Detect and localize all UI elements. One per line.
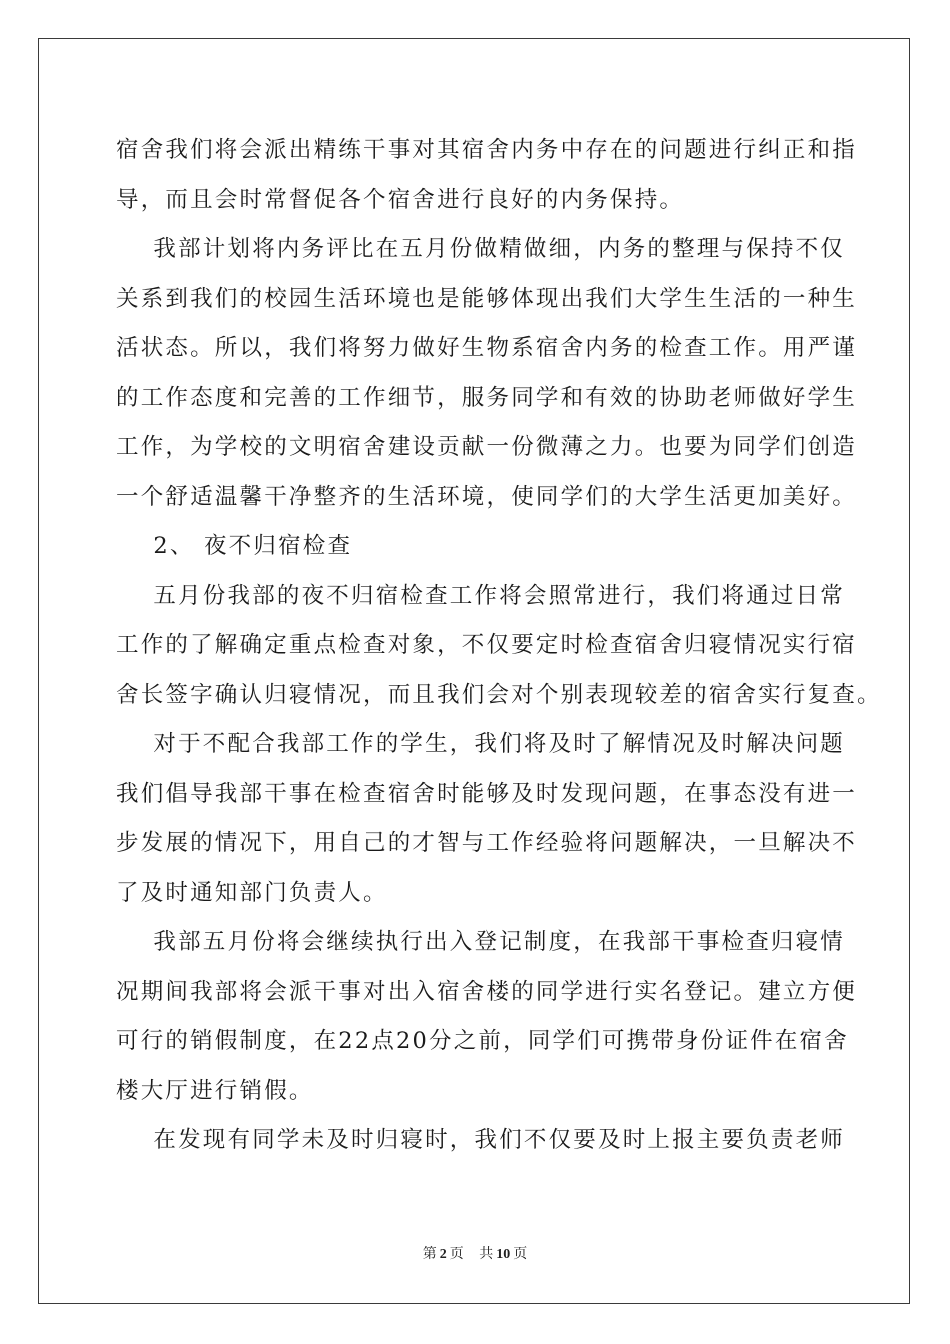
- text-line: 在发现有同学未及时归寝时，我们不仅要及时上报主要负责老师: [116, 1127, 846, 1153]
- text-line: 对于不配合我部工作的学生，我们将及时了解情况及时解决问题: [116, 731, 846, 757]
- text-line: 工作的了解确定重点检查对象，不仅要定时检查宿舍归寝情况实行宿: [116, 632, 858, 658]
- text-line: 导，而且会时常督促各个宿舍进行良好的内务保持。: [116, 186, 685, 213]
- text-line: 况期间我部将会派干事对出入宿舍楼的同学进行实名登记。建立方便: [116, 978, 858, 1005]
- text-line: 我们倡导我部干事在检查宿舍时能够及时发现问题，在事态没有进一: [116, 780, 858, 807]
- text-line: 了及时通知部门负责人。: [116, 879, 388, 906]
- section-heading: 2、 夜不归宿检查: [116, 533, 353, 559]
- text-line: 五月份我部的夜不归宿检查工作将会照常进行，我们将通过日常: [116, 582, 846, 609]
- text-line: 舍长签字确认归寝情况，而且我们会对个别表现较差的宿舍实行复查。: [116, 681, 882, 708]
- text-line: 的工作态度和完善的工作细节，服务同学和有效的协助老师做好学生: [116, 384, 858, 411]
- text-line: 楼大厅进行销假。: [116, 1077, 314, 1104]
- text-line: 步发展的情况下，用自己的才智与工作经验将问题解决，一旦解决不: [116, 830, 858, 856]
- text-line: 我部五月份将会继续执行出入登记制度，在我部干事检查归寝情: [116, 929, 846, 955]
- text-line: 宿舍我们将会派出精练干事对其宿舍内务中存在的问题进行纠正和指: [116, 137, 858, 163]
- text-line: 我部计划将内务评比在五月份做精做细，内务的整理与保持不仅: [116, 236, 846, 262]
- document-body: [116, 126, 882, 1166]
- text-line: 一个舒适温馨干净整齐的生活环境，使同学们的大学生活更加美好。: [116, 483, 858, 510]
- page-footer: [0, 1243, 950, 1263]
- text-line: 工作，为学校的文明宿舍建设贡献一份微薄之力。也要为同学们创造: [116, 434, 858, 460]
- page-total: 共 10 页: [479, 1247, 528, 1262]
- text-line: 活状态。所以，我们将努力做好生物系宿舍内务的检查工作。用严谨: [116, 335, 858, 361]
- page-number: 第 2 页: [422, 1247, 464, 1262]
- text-line: 关系到我们的校园生活环境也是能够体现出我们大学生生活的一种生: [116, 285, 858, 312]
- text-line: 可行的销假制度，在22点20分之前，同学们可携带身份证件在宿舍: [116, 1028, 849, 1054]
